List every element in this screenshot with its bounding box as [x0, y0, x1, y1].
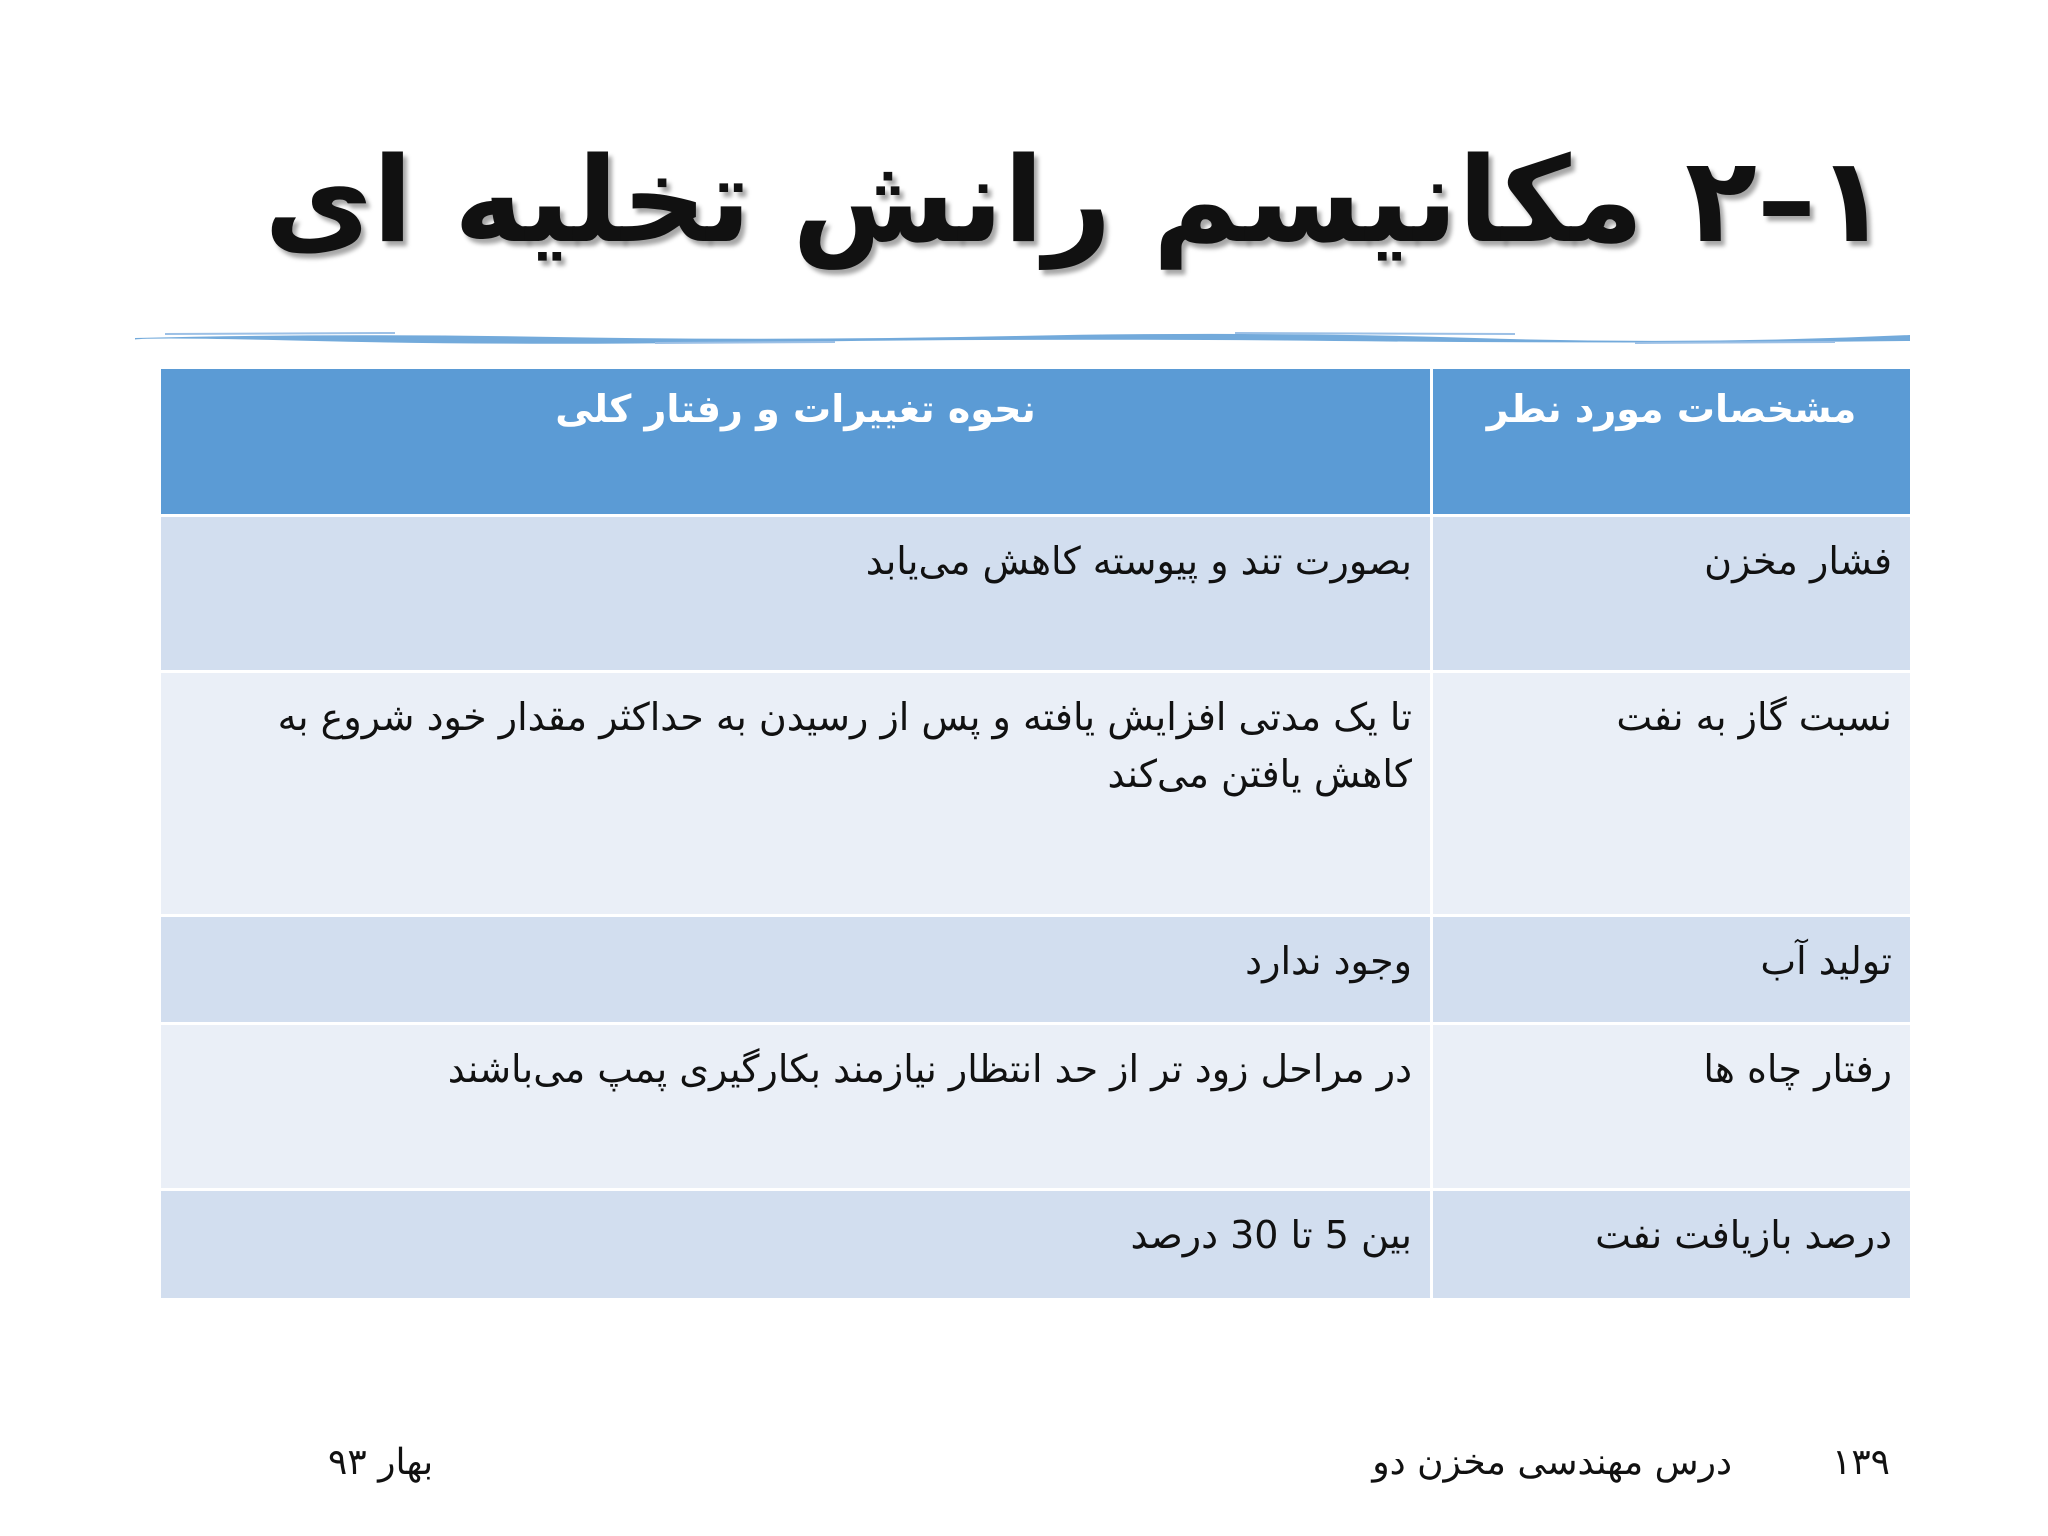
cell-property: درصد بازیافت نفت	[1432, 1190, 1912, 1300]
slide-title: ۱–۲ مکانیسم رانش تخلیه ای	[264, 131, 1888, 269]
cell-property: فشار مخزن	[1432, 516, 1912, 672]
cell-property: رفتار چاه ها	[1432, 1024, 1912, 1190]
table-row	[160, 672, 1912, 916]
footer-term: بهار ۹۳	[328, 1442, 434, 1483]
table-header-row	[160, 368, 1912, 516]
page-number: ۱۳۹	[1831, 1442, 1890, 1483]
table-row	[160, 516, 1912, 672]
cell-property: نسبت گاز به نفت	[1432, 672, 1912, 916]
cell-description: بصورت تند و پیوسته کاهش می‌یابد	[160, 516, 1432, 672]
cell-description: در مراحل زود تر از حد انتظار نیازمند بکارگیری پمپ می‌باشند	[160, 1024, 1432, 1190]
table-row	[160, 1190, 1912, 1300]
cell-description: بین 5 تا 30 درصد	[160, 1190, 1432, 1300]
cell-property: تولید آب	[1432, 916, 1912, 1024]
footer-course-name: درس مهندسی مخزن دو	[1372, 1442, 1732, 1483]
table-row	[160, 1024, 1912, 1190]
column-header-description: نحوه تغییرات و رفتار کلی	[160, 368, 1432, 516]
table-row	[160, 916, 1912, 1024]
drive-mechanism-table	[158, 366, 1913, 1301]
decorative-brush-divider	[135, 330, 1910, 346]
cell-description: وجود ندارد	[160, 916, 1432, 1024]
column-header-property: مشخصات مورد نطر	[1432, 368, 1912, 516]
cell-description: تا یک مدتی افزایش یافته و پس از رسیدن به حداکثر مقدار خود شروع به کاهش یافتن می‌کند	[160, 672, 1432, 916]
